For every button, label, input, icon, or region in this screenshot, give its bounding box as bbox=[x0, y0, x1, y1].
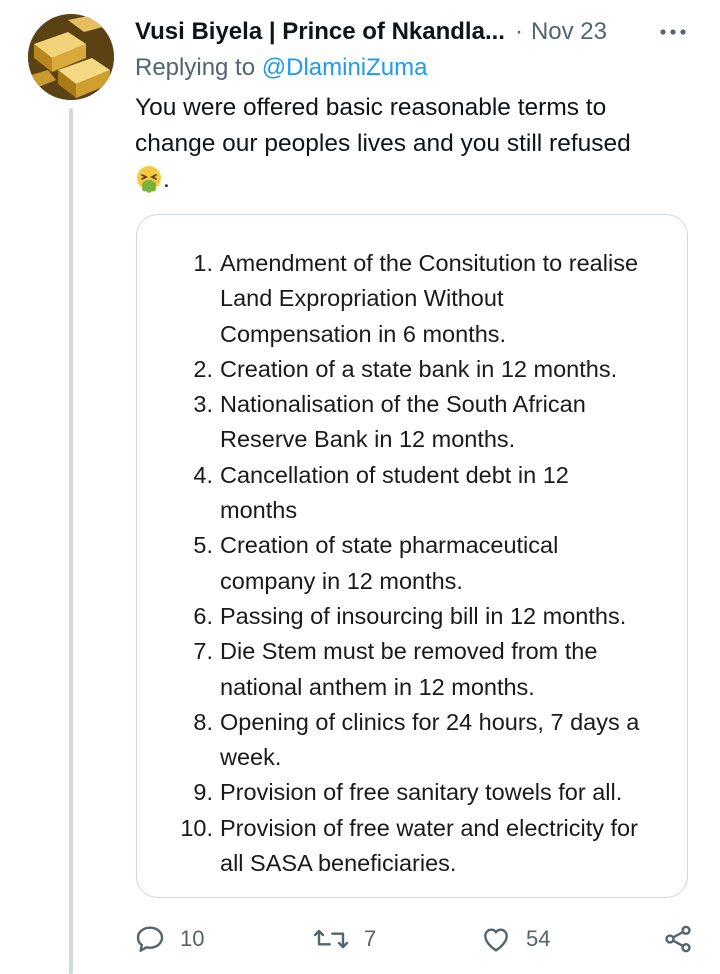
list-item-text: Die Stem must be removed from the bbox=[220, 638, 598, 665]
list-item bbox=[177, 458, 667, 493]
list-item-continuation bbox=[177, 422, 667, 457]
header-separator: · bbox=[514, 18, 523, 45]
list-item-text: Compensation in 6 months. bbox=[220, 320, 507, 347]
list-item-text: week. bbox=[220, 744, 282, 771]
list-item-number: 9. bbox=[193, 779, 213, 806]
share-button[interactable] bbox=[662, 918, 694, 960]
list-item-text: Provision of free water and electricity for bbox=[220, 814, 638, 841]
list-item bbox=[177, 599, 667, 634]
list-item-number: 2. bbox=[193, 355, 213, 382]
list-item-text: Opening of clinics for 24 hours, 7 days a bbox=[220, 708, 640, 735]
author-name[interactable]: Vusi Biyela | Prince of Nkandla... bbox=[135, 18, 505, 45]
list-item-number: 6. bbox=[193, 602, 213, 629]
list-item bbox=[177, 634, 667, 669]
heart-icon bbox=[480, 923, 512, 955]
demands-list bbox=[177, 246, 667, 881]
tweet-text-line bbox=[135, 162, 695, 198]
list-item-number: 7. bbox=[193, 638, 213, 665]
list-item-text: Nationalisation of the South African bbox=[220, 391, 586, 418]
replying-prefix: Replying to bbox=[135, 54, 256, 81]
avatar[interactable] bbox=[28, 14, 114, 100]
like-button[interactable] bbox=[480, 918, 550, 960]
tweet-date[interactable]: Nov 23 bbox=[530, 18, 607, 45]
list-item-continuation bbox=[177, 670, 667, 705]
list-item-text: Cancellation of student debt in 12 bbox=[220, 461, 569, 488]
list-item-text: Reserve Bank in 12 months. bbox=[220, 426, 516, 453]
list-item bbox=[177, 352, 667, 387]
list-item-continuation bbox=[177, 564, 667, 599]
list-item-continuation bbox=[177, 493, 667, 528]
list-item-text: Amendment of the Consitution to realise bbox=[220, 250, 639, 276]
list-item bbox=[177, 528, 667, 563]
list-item-text: Creation of state pharmaceutical bbox=[220, 532, 559, 559]
list-item-continuation bbox=[177, 281, 667, 316]
replying-to bbox=[135, 54, 427, 82]
list-item-text: national anthem in 12 months. bbox=[220, 673, 535, 700]
list-item-number bbox=[177, 493, 213, 528]
list-item-number bbox=[177, 670, 213, 705]
list-item bbox=[177, 387, 667, 422]
image-card[interactable] bbox=[136, 214, 688, 898]
thread-line bbox=[69, 108, 73, 974]
vomiting-face-emoji-icon bbox=[135, 165, 163, 193]
list-item-number: 4. bbox=[193, 461, 213, 488]
gold-bars-image bbox=[28, 14, 114, 100]
retweet-count: 7 bbox=[364, 926, 377, 951]
more-horizontal-icon[interactable] bbox=[651, 20, 695, 44]
list-item-text: months bbox=[220, 497, 298, 524]
list-item-text: Provision of free sanitary towels for all. bbox=[220, 779, 623, 806]
retweet-icon bbox=[312, 923, 350, 955]
list-item-continuation bbox=[177, 846, 667, 881]
tweet-header bbox=[135, 14, 695, 50]
list-item bbox=[177, 705, 667, 740]
list-item-number bbox=[177, 317, 213, 352]
list-item-number: 1. bbox=[193, 250, 213, 276]
tweet-text-line: You were offered basic reasonable terms to bbox=[135, 94, 607, 121]
list-item bbox=[177, 811, 667, 846]
list-item-number bbox=[177, 564, 213, 599]
list-item-text: Land Expropriation Without bbox=[220, 285, 504, 312]
list-item-number bbox=[177, 281, 213, 316]
list-item-number bbox=[177, 422, 213, 457]
tweet-text bbox=[135, 90, 695, 198]
list-item-number: 3. bbox=[193, 391, 213, 418]
action-bar bbox=[134, 918, 700, 960]
list-item-continuation bbox=[177, 740, 667, 775]
replying-handle-link[interactable]: @DlaminiZuma bbox=[261, 54, 428, 81]
list-item-text: Creation of a state bank in 12 months. bbox=[220, 355, 618, 382]
list-item-text: Passing of insourcing bill in 12 months. bbox=[220, 602, 627, 629]
reply-icon bbox=[134, 923, 166, 955]
list-item bbox=[177, 246, 667, 281]
list-item-number: 5. bbox=[193, 532, 213, 559]
list-item bbox=[177, 775, 667, 810]
list-item-number bbox=[177, 740, 213, 775]
reply-button[interactable] bbox=[134, 918, 204, 960]
list-item-number: 10. bbox=[180, 814, 213, 841]
list-item-number: 8. bbox=[193, 708, 213, 735]
tweet-text-line: change our peoples lives and you still refused bbox=[135, 130, 631, 157]
list-item-text: company in 12 months. bbox=[220, 567, 463, 594]
list-item-number bbox=[177, 846, 213, 881]
list-item-text: all SASA beneficiaries. bbox=[220, 850, 457, 877]
share-icon bbox=[662, 923, 694, 955]
reply-count: 10 bbox=[180, 926, 205, 951]
list-item-continuation bbox=[177, 317, 667, 352]
retweet-button[interactable] bbox=[312, 918, 376, 960]
like-count: 54 bbox=[526, 926, 551, 951]
tweet-text-end: . bbox=[163, 166, 170, 193]
